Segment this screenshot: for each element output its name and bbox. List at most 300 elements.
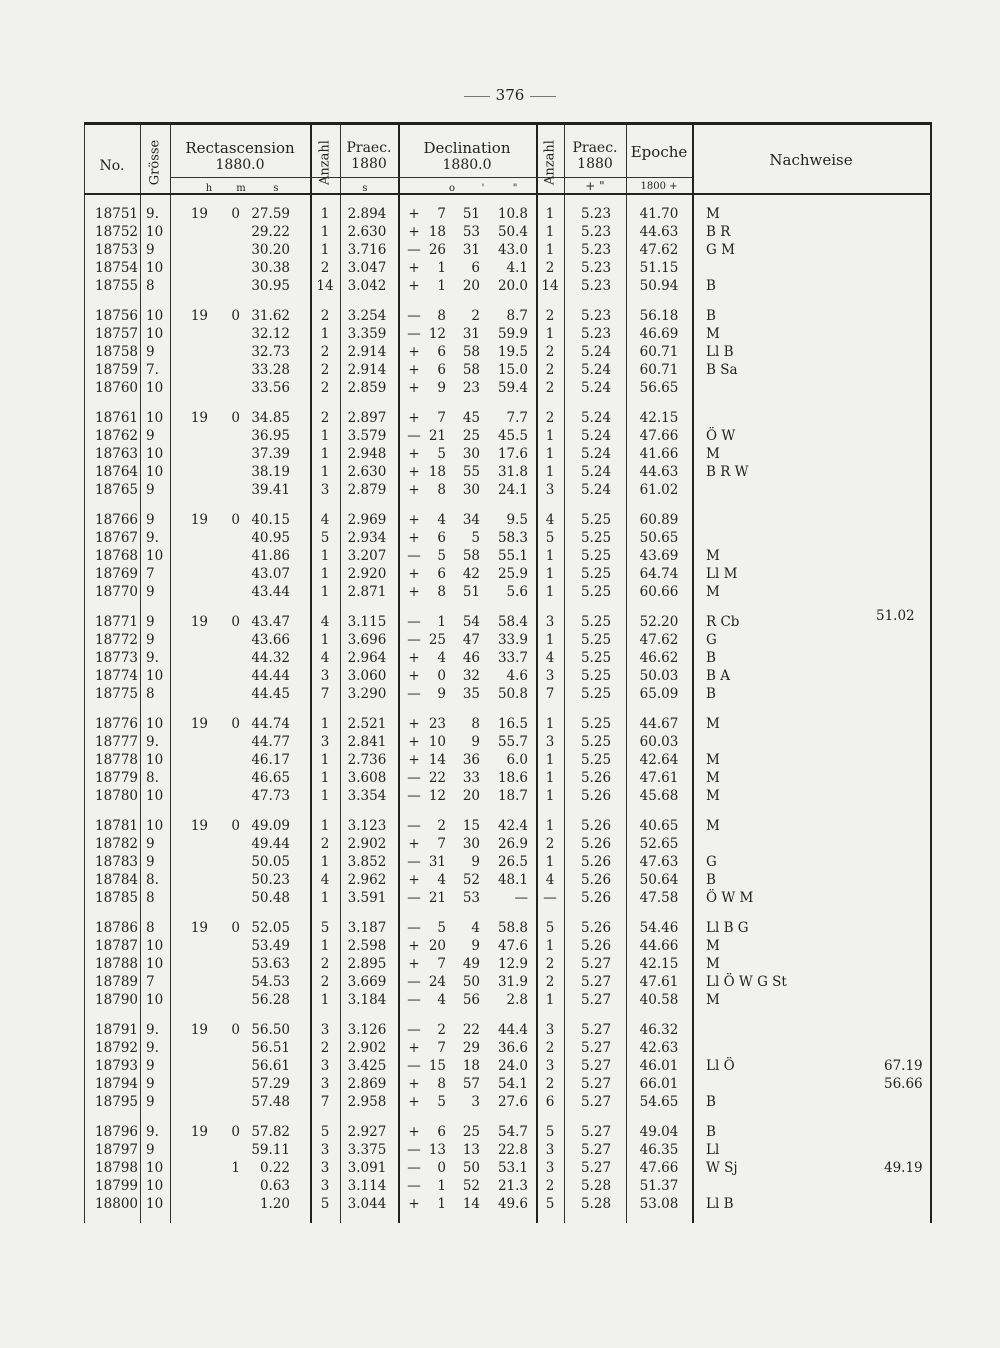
dec-minutes: 53 (462, 890, 480, 906)
dec-sign: — (407, 788, 421, 804)
ra-precession: 3.254 (347, 308, 387, 324)
dec-degrees: 1 (437, 1178, 446, 1194)
dec-minutes: 51 (462, 206, 480, 222)
dec-precession: 5.25 (580, 752, 612, 768)
epoch: 56.18 (639, 308, 679, 324)
ra-seconds: 56.51 (251, 1040, 290, 1056)
epoch: 42.15 (639, 410, 679, 426)
dec-minutes: 31 (462, 326, 480, 342)
references: M (706, 788, 720, 804)
dec-minutes: 58 (462, 344, 480, 360)
magnitude: 10 (146, 1178, 164, 1194)
ra-precession: 3.042 (347, 278, 387, 294)
epoch: 40.65 (639, 818, 679, 834)
dec-minutes: 9 (471, 854, 480, 870)
references: Ll M (706, 566, 738, 582)
catalogue-number: 18768 (95, 548, 138, 564)
ra-count: 7 (320, 1094, 330, 1110)
dec-seconds: 33.7 (497, 650, 528, 666)
dec-minutes: 46 (462, 650, 480, 666)
dec-precession: 5.25 (580, 512, 612, 528)
dec-sign: + (408, 1124, 420, 1140)
dec-sign: + (408, 530, 420, 546)
dec-degrees: 18 (428, 224, 446, 240)
ra-count: 1 (320, 716, 330, 732)
dec-degrees: 7 (437, 836, 446, 852)
dec-count: 4 (545, 650, 555, 666)
magnitude: 9. (146, 1022, 159, 1038)
catalogue-number: 18786 (95, 920, 138, 936)
dec-sign: + (408, 380, 420, 396)
header-anzahl: Anzahl (317, 140, 333, 185)
catalogue-number: 18764 (95, 464, 138, 480)
epoch: 50.65 (639, 530, 679, 546)
dec-precession: 5.23 (580, 206, 612, 222)
ra-seconds: 0.22 (259, 1160, 290, 1176)
magnitude: 8 (146, 920, 155, 936)
catalogue-number: 18785 (95, 890, 138, 906)
dec-degrees: 8 (437, 482, 446, 498)
ra-precession: 2.920 (347, 566, 387, 582)
dec-minutes: 36 (462, 752, 480, 768)
ra-seconds: 49.44 (251, 836, 290, 852)
catalogue-number: 18777 (95, 734, 138, 750)
dec-degrees: 8 (437, 308, 446, 324)
dec-degrees: 25 (428, 632, 446, 648)
ra-precession: 2.902 (347, 1040, 387, 1056)
dec-seconds: 54.7 (497, 1124, 528, 1140)
ra-precession: 2.948 (347, 446, 387, 462)
dec-degrees: 13 (428, 1142, 446, 1158)
epoch: 51.37 (639, 1178, 679, 1194)
catalogue-number: 18792 (95, 1040, 138, 1056)
magnitude: 9 (146, 428, 155, 444)
epoch: 54.65 (639, 1094, 679, 1110)
references: B R W (706, 464, 749, 480)
epoch: 45.68 (639, 788, 679, 804)
catalogue-number: 18758 (95, 344, 138, 360)
catalogue-number: 18796 (95, 1124, 138, 1140)
dec-count: 2 (545, 344, 555, 360)
dec-count: 1 (545, 224, 555, 240)
ra-count: 5 (320, 920, 330, 936)
references: M (706, 770, 720, 786)
references: B (706, 650, 716, 666)
dec-count: 1 (545, 992, 555, 1008)
ra-precession: 2.630 (347, 224, 387, 240)
ra-precession: 3.608 (347, 770, 387, 786)
dec-degrees: 20 (428, 938, 446, 954)
dec-degrees: 1 (437, 260, 446, 276)
dec-precession: 5.28 (580, 1196, 612, 1212)
ra-precession: 3.696 (347, 632, 387, 648)
ra-count: 1 (320, 938, 330, 954)
dec-seconds: 58.3 (497, 530, 528, 546)
dec-seconds: 4.6 (506, 668, 528, 684)
dec-seconds: 31.9 (497, 974, 528, 990)
dec-seconds: 31.8 (497, 464, 528, 480)
unit-deg: o (448, 183, 456, 194)
dec-count: 2 (545, 380, 555, 396)
header-nachweise: Nachweise (769, 151, 853, 169)
rule (930, 125, 932, 1223)
dec-degrees: 1 (437, 614, 446, 630)
dec-precession: 5.24 (580, 380, 612, 396)
dec-sign: + (408, 1040, 420, 1056)
header-praec-year: 1880 (577, 156, 613, 172)
ra-count: 1 (320, 206, 330, 222)
ra-precession: 2.958 (347, 1094, 387, 1110)
dec-count: 4 (545, 512, 555, 528)
dec-sign: + (408, 938, 420, 954)
dec-minutes: 8 (471, 716, 480, 732)
dec-precession: 5.23 (580, 224, 612, 240)
ra-seconds: 31.62 (251, 308, 290, 324)
epoch: 64.74 (639, 566, 679, 582)
dec-minutes: 47 (462, 632, 480, 648)
catalogue-number: 18778 (95, 752, 138, 768)
dec-sign: + (408, 872, 420, 888)
epoch: 46.62 (639, 650, 679, 666)
dec-count: 1 (545, 566, 555, 582)
dec-precession: 5.27 (580, 1160, 612, 1176)
epoch: 44.67 (639, 716, 679, 732)
divider (464, 96, 490, 97)
dec-sign: + (408, 566, 420, 582)
unit-s: s (273, 183, 279, 194)
references: W Sj (706, 1160, 738, 1176)
dec-minutes: 35 (462, 686, 480, 702)
ra-seconds: 43.66 (251, 632, 290, 648)
dec-count: 3 (545, 668, 555, 684)
dec-degrees: 21 (428, 428, 446, 444)
dec-minutes: 20 (462, 278, 480, 294)
references: M (706, 992, 720, 1008)
ra-precession: 2.598 (347, 938, 387, 954)
ra-count: 2 (320, 974, 330, 990)
dec-sign: + (408, 650, 420, 666)
ra-seconds: 56.50 (251, 1022, 290, 1038)
dec-count: 1 (545, 446, 555, 462)
header-groesse: Grösse (147, 139, 163, 186)
dec-count: 1 (545, 326, 555, 342)
ra-precession: 3.354 (347, 788, 387, 804)
epoch: 47.62 (639, 242, 679, 258)
ra-precession: 2.871 (347, 584, 387, 600)
ra-count: 1 (320, 992, 330, 1008)
dec-precession: 5.25 (580, 584, 612, 600)
dec-sign: — (407, 920, 421, 936)
dec-degrees: 7 (437, 206, 446, 222)
ra-precession: 2.964 (347, 650, 387, 666)
dec-minutes: 5 (471, 530, 480, 546)
epoch: 42.63 (639, 1040, 679, 1056)
ra-seconds: 50.23 (251, 872, 290, 888)
ra-minutes: 0 (231, 512, 240, 528)
epoch: 47.61 (639, 974, 679, 990)
ra-count: 1 (320, 818, 330, 834)
dec-seconds: 17.6 (497, 446, 528, 462)
ra-count: 5 (320, 1124, 330, 1140)
dec-degrees: 5 (437, 920, 446, 936)
dec-precession: 5.25 (580, 650, 612, 666)
dec-degrees: 8 (437, 1076, 446, 1092)
dec-minutes: 18 (462, 1058, 480, 1074)
epoch: 66.01 (639, 1076, 679, 1092)
ra-precession: 3.115 (347, 614, 387, 630)
references: B (706, 686, 716, 702)
magnitude: 8 (146, 890, 155, 906)
catalogue-number: 18797 (95, 1142, 138, 1158)
dec-minutes: 29 (462, 1040, 480, 1056)
magnitude: 10 (146, 818, 164, 834)
dec-precession: 5.23 (580, 260, 612, 276)
dec-count: 3 (545, 1022, 555, 1038)
dec-count: 14 (541, 278, 559, 294)
dec-minutes: 33 (462, 770, 480, 786)
epoch: 47.63 (639, 854, 679, 870)
dec-count: 3 (545, 734, 555, 750)
references: B (706, 872, 716, 888)
epoch: 60.71 (639, 344, 679, 360)
references: B (706, 308, 716, 324)
ra-precession: 2.879 (347, 482, 387, 498)
ra-count: 1 (320, 584, 330, 600)
ra-seconds: 57.82 (251, 1124, 290, 1140)
dec-minutes: 31 (462, 242, 480, 258)
ra-count: 4 (320, 872, 330, 888)
dec-seconds: 20.0 (497, 278, 528, 294)
epoch: 52.65 (639, 836, 679, 852)
dec-seconds: 24.0 (497, 1058, 528, 1074)
dec-count: 1 (545, 854, 555, 870)
catalogue-number: 18772 (95, 632, 138, 648)
references: Ll B (706, 1196, 734, 1212)
dec-minutes: 50 (462, 1160, 480, 1176)
dec-seconds: 22.8 (497, 1142, 528, 1158)
references: M (706, 956, 720, 972)
magnitude: 7 (146, 566, 155, 582)
dec-precession: 5.24 (580, 464, 612, 480)
references: M (706, 716, 720, 732)
dec-precession: 5.24 (580, 428, 612, 444)
ra-precession: 3.184 (347, 992, 387, 1008)
catalogue-number: 18770 (95, 584, 138, 600)
magnitude: 9. (146, 1040, 159, 1056)
magnitude: 10 (146, 668, 164, 684)
catalogue-number: 18776 (95, 716, 138, 732)
ra-seconds: 57.48 (251, 1094, 290, 1110)
dec-degrees: 8 (437, 584, 446, 600)
dec-degrees: 15 (428, 1058, 446, 1074)
ra-seconds: 56.28 (251, 992, 290, 1008)
dec-sign: + (408, 482, 420, 498)
dec-seconds: 9.5 (506, 512, 528, 528)
ra-seconds: 44.44 (251, 668, 290, 684)
dec-precession: 5.26 (580, 854, 612, 870)
references: B A (706, 668, 730, 684)
ra-precession: 3.425 (347, 1058, 387, 1074)
ra-minutes: 0 (231, 206, 240, 222)
dec-seconds: 26.5 (497, 854, 528, 870)
ra-minutes: 0 (231, 716, 240, 732)
header-anzahl: Anzahl (542, 140, 558, 185)
dec-sign: — (407, 770, 421, 786)
header-praec-year: 1880 (351, 156, 387, 172)
ra-precession: 3.669 (347, 974, 387, 990)
dec-seconds: 44.4 (497, 1022, 528, 1038)
catalogue-number: 18780 (95, 788, 138, 804)
ra-count: 3 (320, 1076, 330, 1092)
catalogue-number: 18763 (95, 446, 138, 462)
ra-seconds: 0.63 (259, 1178, 290, 1194)
catalogue-number: 18769 (95, 566, 138, 582)
catalogue-number: 18751 (95, 206, 138, 222)
dec-minutes: 13 (462, 1142, 480, 1158)
references: Ll (706, 1142, 720, 1158)
ra-seconds: 56.61 (251, 1058, 290, 1074)
ra-count: 5 (320, 530, 330, 546)
ra-seconds: 30.38 (251, 260, 290, 276)
ra-count: 4 (320, 512, 330, 528)
dec-degrees: 31 (428, 854, 446, 870)
ra-precession: 3.716 (347, 242, 387, 258)
dec-sign: — (407, 686, 421, 702)
dec-precession: 5.27 (580, 974, 612, 990)
magnitude: 7 (146, 974, 155, 990)
catalogue-number: 18771 (95, 614, 138, 630)
dec-precession: 5.27 (580, 956, 612, 972)
references: B Sa (706, 362, 738, 378)
dec-degrees: 12 (428, 326, 446, 342)
dec-precession: 5.24 (580, 482, 612, 498)
dec-seconds: 10.8 (497, 206, 528, 222)
dec-degrees: 7 (437, 1040, 446, 1056)
ra-count: 2 (320, 1040, 330, 1056)
epoch: 47.66 (639, 1160, 679, 1176)
ra-count: 1 (320, 428, 330, 444)
dec-precession: 5.27 (580, 1076, 612, 1092)
dec-degrees: 12 (428, 788, 446, 804)
ra-precession: 3.060 (347, 668, 387, 684)
dec-minutes: 42 (462, 566, 480, 582)
dec-sign: — (407, 1160, 421, 1176)
magnitude: 10 (146, 1160, 164, 1176)
dec-degrees: 6 (437, 344, 446, 360)
magnitude: 8. (146, 872, 159, 888)
ra-count: 2 (320, 308, 330, 324)
dec-seconds: 50.8 (497, 686, 528, 702)
ra-seconds: 30.95 (251, 278, 290, 294)
dec-precession: 5.26 (580, 788, 612, 804)
epoch: 60.03 (639, 734, 679, 750)
ra-count: 1 (320, 464, 330, 480)
ra-count: 1 (320, 242, 330, 258)
dec-seconds: 49.6 (497, 1196, 528, 1212)
references: M (706, 548, 720, 564)
dec-sign: + (408, 1094, 420, 1110)
dec-seconds: 16.5 (497, 716, 528, 732)
ra-precession: 2.859 (347, 380, 387, 396)
catalogue-number: 18773 (95, 650, 138, 666)
magnitude: 9. (146, 734, 159, 750)
catalogue-number: 18781 (95, 818, 138, 834)
catalogue-number: 18800 (95, 1196, 138, 1212)
dec-degrees: 23 (428, 716, 446, 732)
dec-seconds: 58.8 (497, 920, 528, 936)
catalogue-number: 18755 (95, 278, 138, 294)
epoch: 46.35 (639, 1142, 679, 1158)
rule (170, 125, 171, 1223)
dec-sign: + (408, 206, 420, 222)
dec-seconds: 8.7 (506, 308, 528, 324)
dec-precession: 5.23 (580, 326, 612, 342)
ra-seconds: 53.63 (251, 956, 290, 972)
magnitude: 9 (146, 1094, 155, 1110)
rule (626, 125, 627, 1223)
epoch: 41.70 (639, 206, 679, 222)
dec-degrees: 6 (437, 530, 446, 546)
dec-degrees: 21 (428, 890, 446, 906)
ra-seconds: 50.48 (251, 890, 290, 906)
magnitude: 9 (146, 854, 155, 870)
dec-minutes: 32 (462, 668, 480, 684)
dec-count: 1 (545, 206, 555, 222)
catalogue-number: 18793 (95, 1058, 138, 1074)
header-ra-epoch: 1880.0 (215, 157, 265, 173)
dec-degrees: 7 (437, 956, 446, 972)
catalogue-number: 18798 (95, 1160, 138, 1176)
dec-count: 1 (545, 770, 555, 786)
ra-precession: 2.869 (347, 1076, 387, 1092)
dec-precession: 5.23 (580, 278, 612, 294)
ra-count: 1 (320, 326, 330, 342)
ra-seconds: 53.49 (251, 938, 290, 954)
dec-degrees: 7 (437, 410, 446, 426)
dec-sign: — (407, 818, 421, 834)
dec-count: 3 (545, 1058, 555, 1074)
epoch: 49.04 (639, 1124, 679, 1140)
dec-sign: — (407, 1142, 421, 1158)
references: B (706, 1094, 716, 1110)
references: M (706, 326, 720, 342)
references: Ö W M (706, 890, 754, 906)
magnitude: 9 (146, 512, 155, 528)
ra-precession: 2.841 (347, 734, 387, 750)
dec-seconds: 58.4 (497, 614, 528, 630)
ra-count: 2 (320, 362, 330, 378)
magnitude: 7. (146, 362, 159, 378)
dec-count: 2 (545, 410, 555, 426)
dec-seconds: — (514, 890, 528, 906)
magnitude: 10 (146, 1196, 164, 1212)
ra-count: 3 (320, 1022, 330, 1038)
dec-sign: — (407, 974, 421, 990)
dec-count: 1 (545, 464, 555, 480)
dec-seconds: 55.1 (497, 548, 528, 564)
epoch: 50.64 (639, 872, 679, 888)
ra-precession: 2.894 (347, 206, 387, 222)
epoch: 53.08 (639, 1196, 679, 1212)
ra-precession: 3.123 (347, 818, 387, 834)
dec-precession: 5.28 (580, 1178, 612, 1194)
magnitude: 9. (146, 1124, 159, 1140)
catalogue-number: 18790 (95, 992, 138, 1008)
dec-minutes: 9 (471, 938, 480, 954)
epoch: 46.01 (639, 1058, 679, 1074)
ra-precession: 3.579 (347, 428, 387, 444)
references: Ll B (706, 344, 734, 360)
